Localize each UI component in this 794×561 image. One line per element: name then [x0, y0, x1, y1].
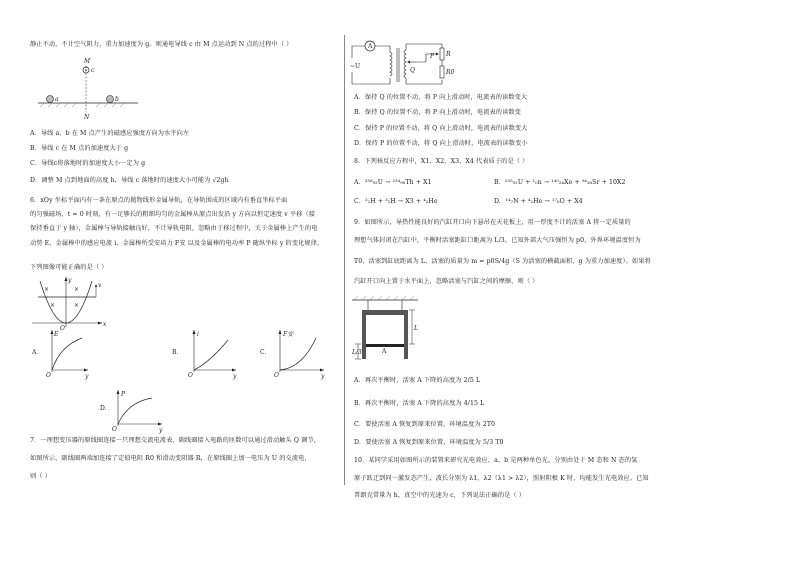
- q6-graph-c: [258, 328, 330, 380]
- q10-line-1: 10．某同学采用如图所示的装置来研究光电效应，a、b 是两种单色光，分别由处于 M 态和 N 态的氢: [354, 457, 638, 464]
- q6-graph-d-label: D．: [100, 405, 111, 412]
- wire-a-symbol: [47, 96, 54, 103]
- q7-line-2: 如图所示，副线圈两端加连接了定值电阻 R0 和滑动变阻器 R，在原线圈上加一电压为 U 的交流电，: [30, 455, 311, 462]
- q6-velocity-v: v: [98, 282, 102, 289]
- q6-graph-a-label: A．: [32, 349, 43, 356]
- length-l-label: L: [414, 325, 418, 332]
- wire-b-symbol: [107, 96, 114, 103]
- svg-text:y: y: [85, 373, 89, 380]
- q9-cylinder-figure: [352, 296, 422, 366]
- q5-option-b: B．导线 c 在 M 点的加速度大于 g: [30, 145, 129, 152]
- q6-graph-b: [170, 328, 240, 380]
- q8-option-b: B．²³⁵₉₂U + ¹₀n → ¹⁴⁰₅₄Xe + ⁹⁴₃₈Sr + 10X2: [494, 179, 626, 186]
- rheostat-label: R: [446, 51, 451, 58]
- q5-label-N: N: [84, 114, 90, 121]
- q7-option-b: B．保持 Q 的位置不动，将 P 向上滑动时，电流表的读数变: [354, 109, 521, 116]
- q6-line-1: 6．xOy 坐标平面内有一条在原点的抛物线形金属导轨，在导轨围成的区域内有垂直坐标平面: [30, 197, 288, 204]
- q10-line-2: 原子跃迁到同一激发态产生，波长分别为 λ1、λ2（λ1 > λ2），照射阴极 K 时，均能发生光电效应。已知: [354, 475, 649, 482]
- q6-graph-c-label: C．: [260, 349, 271, 356]
- svg-text:×: ×: [74, 286, 80, 293]
- q6-graph-b-label: B．: [172, 349, 183, 356]
- column-divider: [344, 35, 345, 485]
- q5-label-M: M: [84, 58, 91, 65]
- q7-option-c: C．保持 P 的位置不动，将 Q 向上滑动时，电流表的读数变大: [354, 125, 528, 132]
- q5-label-a: a: [55, 96, 59, 103]
- svg-text:O: O: [188, 372, 193, 379]
- slider-q-label: Q: [410, 67, 415, 74]
- q7-line-1: 7．一理想变压器的原线圈连接一只理想交流电流表，副线圈接入电路的匝数可以通过滑动触头 Q 调节，: [30, 437, 320, 444]
- slider-p-label: P: [430, 53, 435, 60]
- secondary-coil: [404, 50, 406, 78]
- cylinder-wall-left: [362, 315, 366, 359]
- q6-line-4: 动势 E、金属棒中的感应电流 i、金属棒所受安培力 F安 以及金属棒的电功率 P 随纵坐标 y 的变化规律，: [30, 240, 324, 247]
- q8-stem: 8．下列核反应方程中，X1、X2、X3、X4 代表质子的是（ ）: [354, 158, 529, 165]
- svg-text:y: y: [159, 427, 163, 434]
- q6-graph-a: [30, 328, 90, 380]
- q9-line-3: T0，活塞到缸底距离为 L，活塞的质量为 m = p0S/4g（S 为活塞的横截面积，g 为重力加速度）。如果将: [354, 258, 651, 265]
- svg-text:P: P: [121, 391, 126, 398]
- q9-line-2: 理想气体封闭在汽缸中，平衡时活塞距缸口距离为 L/3，已知外部大气压强恒为 p0，外界环境温度恒为: [354, 237, 641, 244]
- cylinder-wall-right: [404, 315, 408, 359]
- q8-option-a: A．²³⁸₉₂U → ²³⁴₉₀Th + X1: [354, 179, 432, 186]
- q9-option-d: D．要使活塞 A 恢复到原来位置，环境温度为 5/3 T0: [354, 439, 504, 446]
- resistor-r0: [440, 66, 444, 78]
- q6-origin: O: [60, 325, 65, 332]
- q5-option-d: D．调整 M 点到地面的高度 h，导线 c 落地时的速度大小可能为 √2gh: [30, 177, 229, 184]
- q6-parabola-figure: [30, 275, 110, 331]
- q5-label-b: b: [115, 96, 119, 103]
- svg-text:×: ×: [74, 302, 80, 309]
- svg-text:i: i: [197, 331, 199, 338]
- q7-option-d: D．保持 P 的位置不动，将 Q 向上滑动时，电流表的读数变小: [354, 140, 528, 147]
- q7-transformer-circuit: [350, 38, 462, 90]
- rheostat-r: [440, 48, 444, 60]
- svg-text:O: O: [112, 426, 117, 433]
- q5-option-a: A．导线 a、b 在 M 点产生的磁感应强度方向为水平向左: [30, 130, 190, 137]
- source-label: ~U: [350, 63, 361, 70]
- q9-option-c: C．要使活塞 A 恢复到原来位置，环境温度为 2T0: [354, 421, 496, 428]
- svg-text:y: y: [233, 373, 237, 380]
- q6-line-5: 下列图像可能正确的是（ ）: [30, 264, 108, 271]
- q6-axis-x: x: [103, 321, 107, 328]
- q9-option-b: B．再次平衡时，活塞 A 下降的高度为 4/15 L: [354, 400, 485, 407]
- q9-line-1: 9．如图所示，导热性能良好的汽缸开口向下悬吊在天花板上，用一厚度不计的活塞 A 将一定质量的: [354, 219, 631, 226]
- q7-line-3: 则（ ）: [30, 473, 51, 480]
- ammeter-label: A: [368, 43, 373, 50]
- q5-figure: [38, 54, 148, 124]
- svg-text:y: y: [321, 373, 325, 380]
- q8-option-d: D．¹⁴₇N + ⁴₂He → ¹⁷₈O + X4: [494, 198, 583, 205]
- cylinder-bottom: [362, 310, 408, 315]
- q9-option-a: A．再次平衡时，活塞 A 下降的高度为 2/5 L: [354, 377, 481, 384]
- q6-line-3: 保持垂直于 y 轴），金属棒与导轨接触良好，不计导轨电阻，忽略由于移过程中，关于金属棒上产生的电: [30, 225, 318, 232]
- q9-line-4: 汽缸开口向上置于水平面上，忽略活塞与汽缸之间的摩擦，则（ ）: [354, 278, 539, 285]
- q10-line-3: 普朗克常量为 h，真空中的光速为 c，下列说法正确的是（ ）: [354, 492, 526, 499]
- length-l3-label: L/3: [352, 349, 362, 356]
- q6-axis-y: y: [68, 277, 72, 284]
- piston-a: [366, 344, 404, 347]
- primary-coil: [390, 52, 392, 76]
- svg-text:×: ×: [44, 286, 50, 293]
- q6-line-2: 的匀强磁场，t = 0 时刻，有一足够长的粗细均匀的金属棒从原点出发沿 y 方向以恒定速度 v 平移（接: [30, 211, 316, 218]
- q5-label-c: c: [91, 67, 95, 74]
- svg-text:E: E: [54, 331, 59, 338]
- svg-text:O: O: [274, 372, 279, 379]
- resistor-r0-label: R0: [446, 69, 455, 76]
- q5-option-c: C．导线c将落地时的加速度大小一定为 g: [30, 160, 146, 167]
- svg-text:F安: F安: [283, 331, 294, 338]
- piston-label: A: [382, 348, 387, 355]
- svg-text:O: O: [46, 372, 51, 379]
- q6-graph-d: [98, 388, 168, 434]
- q5-stem-tail: 静止不动，不计空气阻力，重力加速度为 g。则通电导线 c 由 M 点运动到 N 点的过程中（ ）: [30, 41, 293, 48]
- svg-text:×: ×: [50, 302, 56, 309]
- q8-option-c: C．²₁H + ³₁H → X3 + ⁴₂He: [354, 198, 438, 205]
- q7-option-a: A．保持 Q 的位置不动，将 P 向上滑动时，电流表的读数变大: [354, 94, 528, 101]
